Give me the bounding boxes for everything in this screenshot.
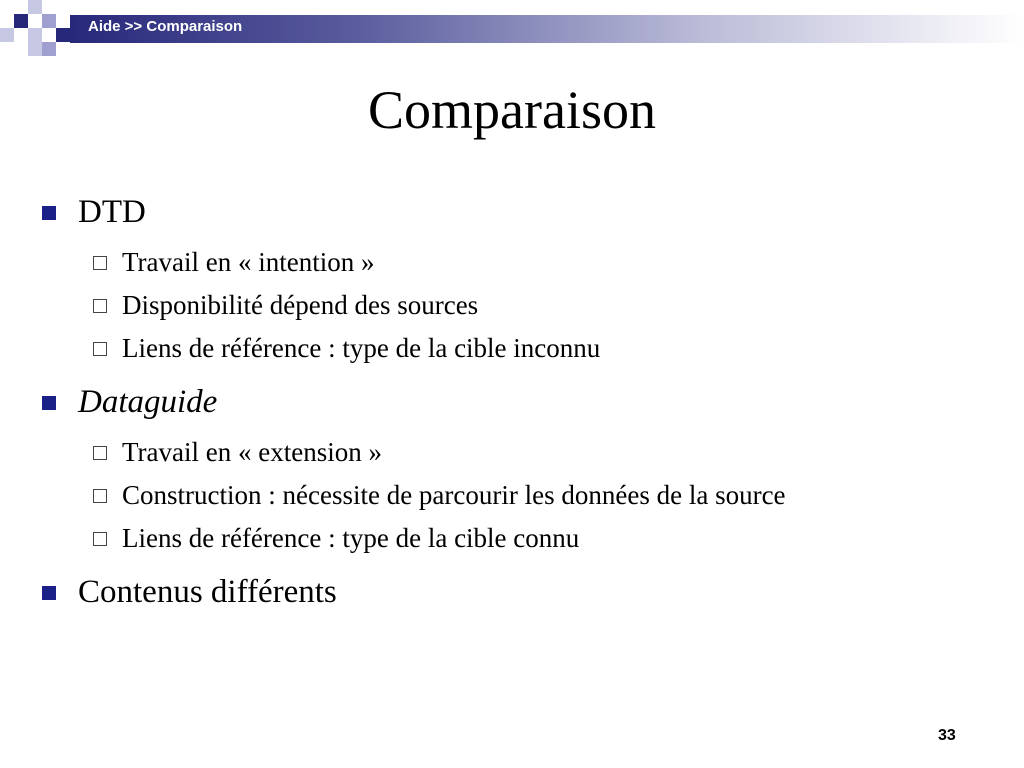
checkbox-bullet-icon	[93, 256, 107, 270]
bullet-item	[40, 570, 1000, 614]
bullet-text: DTD	[78, 194, 146, 230]
breadcrumb: Aide >> Comparaison	[88, 18, 243, 35]
square-bullet-icon	[42, 396, 56, 410]
checkbox-bullet-icon	[93, 446, 107, 460]
bullet-text: Dataguide	[78, 384, 218, 420]
logo-squares-icon	[0, 0, 80, 64]
slide-title: Comparaison	[368, 80, 656, 140]
square-bullet-icon	[42, 586, 56, 600]
sub-bullet-item	[40, 330, 1000, 366]
sub-bullet-item	[40, 434, 1000, 470]
checkbox-bullet-icon	[93, 299, 107, 313]
bullet-item	[40, 380, 1000, 424]
sub-bullet-item	[40, 287, 1000, 323]
sub-bullet-text: Disponibilité dépend des sources	[122, 290, 479, 320]
sub-bullet-text: Travail en « extension »	[122, 437, 382, 467]
sub-bullet-item	[40, 520, 1000, 556]
bullet-text: Contenus différents	[78, 574, 337, 610]
sub-bullet-text: Liens de référence : type de la cible inconnu	[122, 333, 601, 363]
checkbox-bullet-icon	[93, 532, 107, 546]
sub-bullet-item	[40, 244, 1000, 280]
bullet-list	[40, 190, 1000, 614]
bullet-item	[40, 190, 1000, 234]
checkbox-bullet-icon	[93, 342, 107, 356]
sub-bullet-text: Travail en « intention »	[122, 247, 375, 277]
sub-bullet-item	[40, 477, 1000, 513]
page-number: 33	[938, 727, 956, 744]
square-bullet-icon	[42, 206, 56, 220]
sub-bullet-text: Liens de référence : type de la cible connu	[122, 523, 580, 553]
sub-bullet-text: Construction : nécessite de parcourir les données de la source	[122, 480, 786, 510]
checkbox-bullet-icon	[93, 489, 107, 503]
